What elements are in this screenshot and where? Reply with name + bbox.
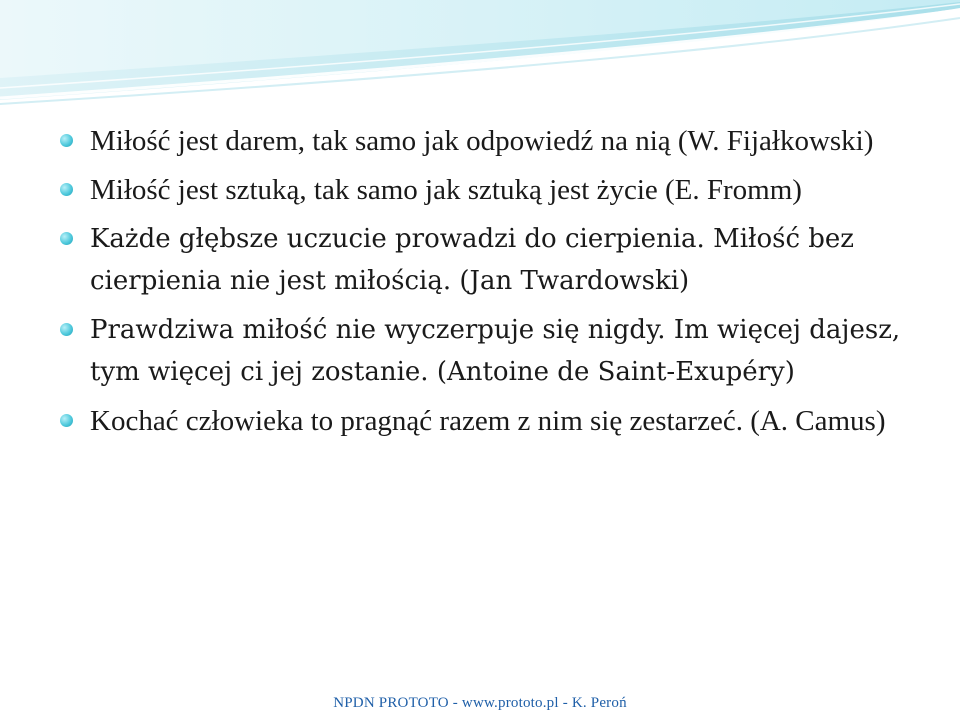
- list-item: [56, 400, 916, 442]
- bullet-icon: [60, 183, 73, 196]
- list-item: [56, 120, 916, 162]
- quote-text: Miłość jest sztuką, tak samo jak sztuką jest życie (E. Fromm): [90, 174, 802, 206]
- quote-text: Miłość jest darem, tak samo jak odpowiedź na nią (W. Fijałkowski): [90, 125, 874, 157]
- list-item: [56, 309, 916, 393]
- quote-list: [56, 120, 916, 449]
- quote-text: Każde głębsze uczucie prowadzi do cierpienia. Miłość bez cierpienia nie jest miłością. (Jan Twardowski): [90, 224, 855, 296]
- list-item: [56, 218, 916, 302]
- quote-text: Kochać człowieka to pragnąć razem z nim się zestarzeć. (A. Camus): [90, 405, 886, 437]
- bullet-icon: [60, 323, 73, 336]
- bullet-icon: [60, 232, 73, 245]
- footer-text: NPDN PROTOTO - www.prototo.pl - K. Peroń: [333, 695, 627, 711]
- bullet-icon: [60, 134, 73, 147]
- quote-text: Prawdziwa miłość nie wyczerpuje się nigdy. Im więcej dajesz, tym więcej ci jej zostanie. (Antoine de Saint-Exupéry): [90, 315, 901, 387]
- bullet-icon: [60, 414, 73, 427]
- list-item: [56, 169, 916, 211]
- header-decoration: [0, 0, 960, 120]
